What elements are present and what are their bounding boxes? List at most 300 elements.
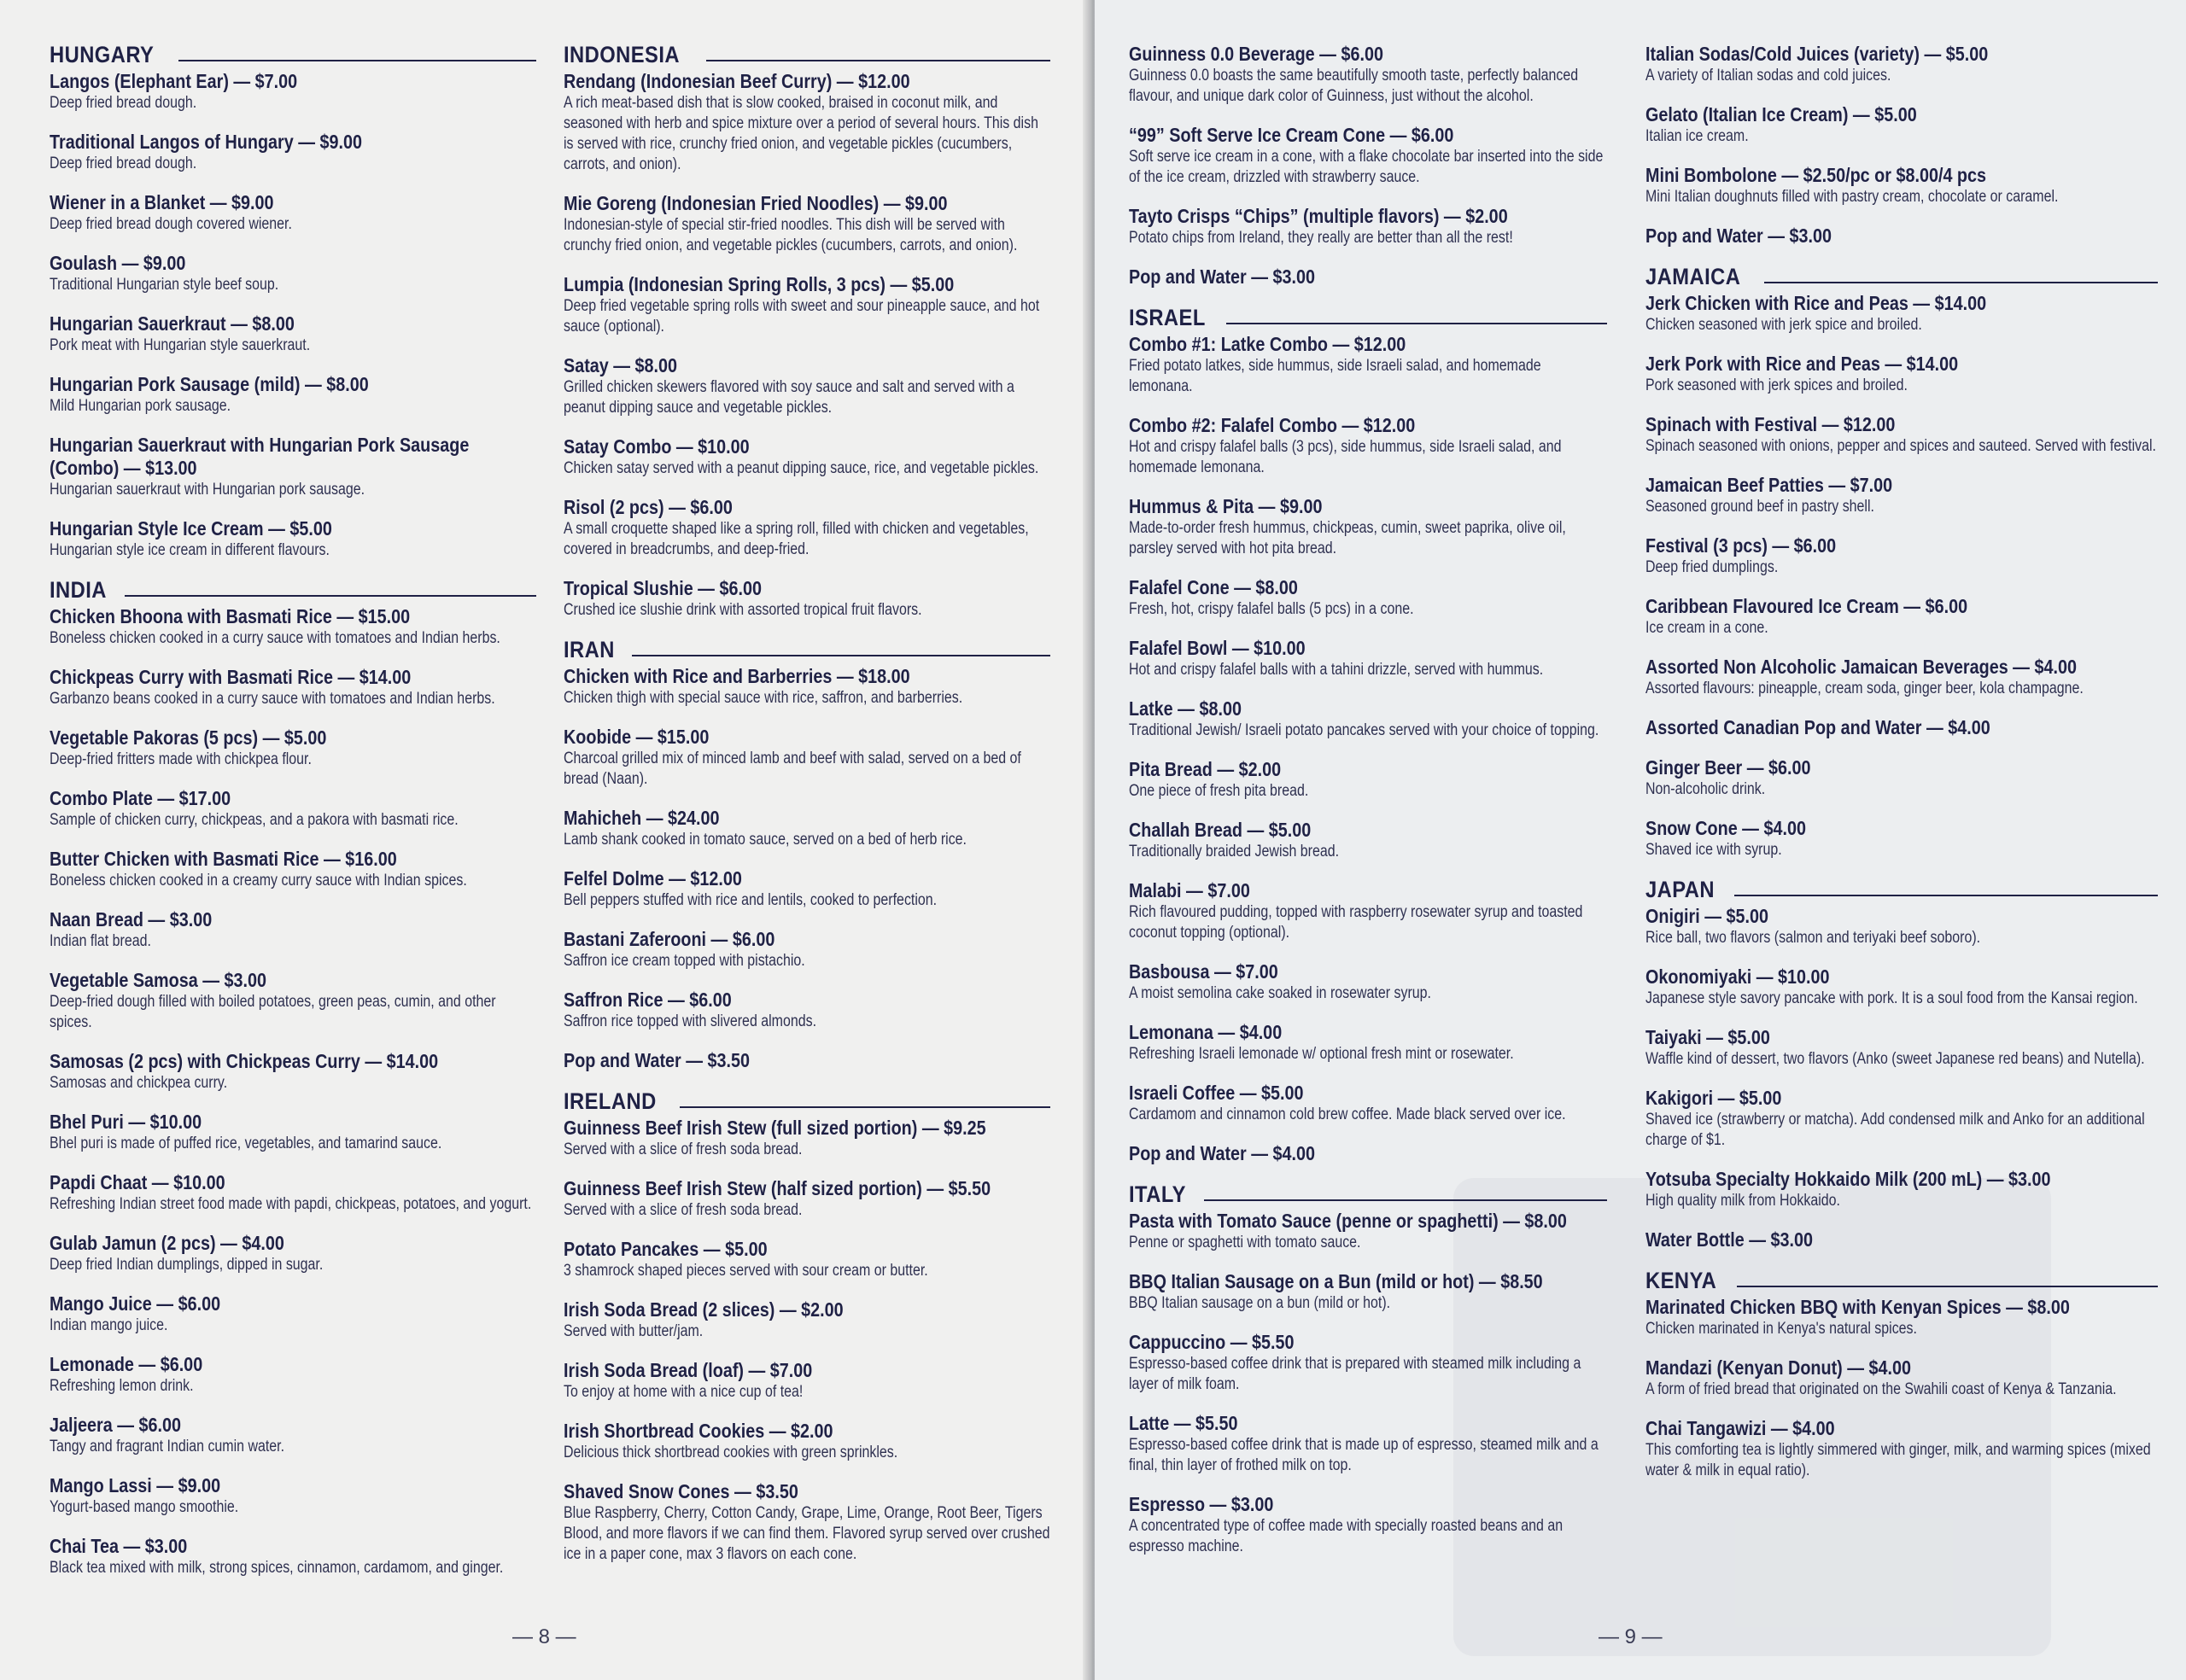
item-name-price: Mango Lassi — $9.00 — [50, 1474, 221, 1496]
country-name: JAPAN — [1645, 877, 1715, 902]
item-name-price: Jamaican Beef Patties — $7.00 — [1645, 474, 1893, 496]
item-description: A variety of Italian sodas and cold juices. — [1645, 67, 1891, 85]
country-name: ISRAEL — [1129, 305, 1206, 330]
item-description: Samosas and chickpea curry. — [50, 1074, 228, 1092]
item-name-price: Saffron Rice — $6.00 — [564, 989, 732, 1011]
item-name-price: Basbousa — $7.00 — [1129, 960, 1278, 983]
menu-item — [564, 70, 1050, 175]
heading-rule — [1226, 323, 1607, 324]
item-description: Penne or spaghetti with tomato sauce. — [1129, 1234, 1361, 1251]
item-name-price: Guinness 0.0 Beverage — $6.00 — [1129, 43, 1383, 65]
item-name-price: Jerk Chicken with Rice and Peas — $14.00 — [1645, 292, 1987, 314]
menu-section — [1129, 43, 1607, 289]
menu-item — [1129, 960, 1607, 1004]
item-name-price: Tayto Crisps “Chips” (multiple flavors) — $2.00 — [1129, 205, 1508, 227]
column-1 — [50, 43, 536, 1595]
menu-item — [1645, 1228, 2158, 1251]
item-description: Deep-fried dough filled with boiled potatoes, green peas, cumin, and other spices. — [50, 993, 496, 1031]
menu-item — [50, 517, 536, 561]
item-description: Deep fried vegetable spring rolls with sweet and sour pineapple sauce, and hot sauce (optional). — [564, 297, 1040, 335]
menu-item — [1129, 43, 1607, 107]
item-description: 3 shamrock shaped pieces served with sour cream or butter. — [564, 1262, 928, 1280]
item-name-price: Tropical Slushie — $6.00 — [564, 577, 762, 599]
item-name-price: Combo Plate — $17.00 — [50, 787, 231, 809]
item-name-price: Irish Soda Bread (loaf) — $7.00 — [564, 1359, 813, 1381]
menu-item — [1129, 1331, 1607, 1395]
item-description: Indian flat bread. — [50, 932, 151, 950]
menu-section — [1645, 878, 2158, 1251]
menu-item — [50, 312, 536, 356]
item-description: Mini Italian doughnuts filled with pastry cream, chocolate or caramel. — [1645, 188, 2059, 206]
item-description: A concentrated type of coffee made with specially roasted beans and an espresso machine. — [1129, 1517, 1564, 1555]
item-name-price: Latte — $5.50 — [1129, 1412, 1238, 1434]
menu-item — [1645, 1296, 2158, 1339]
item-description: Hungarian sauerkraut with Hungarian pork sausage. — [50, 481, 365, 499]
menu-item — [1129, 819, 1607, 862]
page-8 — [0, 0, 1090, 1680]
menu-item — [50, 191, 536, 235]
item-name-price: Hummus & Pita — $9.00 — [1129, 495, 1323, 517]
item-description: Boneless chicken cooked in a creamy curry sauce with Indian spices. — [50, 872, 467, 890]
item-description: Soft serve ice cream in a cone, with a flake chocolate bar inserted into the side of the ice cream, drizzled with strawberry sauce. — [1129, 148, 1604, 186]
menu-item — [1645, 292, 2158, 335]
menu-section — [1645, 1269, 2158, 1481]
item-name-price: Israeli Coffee — $5.00 — [1129, 1082, 1304, 1104]
menu-item — [564, 192, 1050, 256]
item-description: Rich flavoured pudding, topped with raspberry rosewater syrup and toasted coconut topping (optional). — [1129, 903, 1583, 942]
menu-item — [1129, 414, 1607, 478]
menu-item — [1645, 103, 2158, 147]
menu-item — [1129, 637, 1607, 680]
item-description: Mild Hungarian pork sausage. — [50, 397, 231, 415]
menu-item — [564, 1238, 1050, 1281]
menu-item — [50, 131, 536, 174]
item-description: Chicken seasoned with jerk spice and broiled. — [1645, 316, 1922, 334]
menu-item — [1129, 1210, 1607, 1253]
item-description: Served with a slice of fresh soda bread. — [564, 1201, 803, 1219]
menu-item — [564, 928, 1050, 971]
item-name-price: Italian Sodas/Cold Juices (variety) — $5.00 — [1645, 43, 1989, 65]
item-name-price: Wiener in a Blanket — $9.00 — [50, 191, 274, 213]
item-name-price: Pop and Water — $3.50 — [564, 1049, 751, 1071]
menu-item — [1645, 225, 2158, 248]
item-name-price: Gulab Jamun (2 pcs) — $4.00 — [50, 1232, 284, 1254]
item-description: Black tea mixed with milk, strong spices, cinnamon, cardamom, and ginger. — [50, 1559, 504, 1577]
item-description: BBQ Italian sausage on a bun (mild or hot). — [1129, 1294, 1391, 1312]
menu-item — [564, 665, 1050, 709]
item-name-price: Irish Shortbread Cookies — $2.00 — [564, 1420, 833, 1442]
item-description: Deep fried bread dough covered wiener. — [50, 215, 292, 233]
item-description: A moist semolina cake soaked in rosewater syrup. — [1129, 984, 1431, 1002]
item-description: Blue Raspberry, Cherry, Cotton Candy, Grape, Lime, Orange, Root Beer, Tigers Blood, and more flavors if we can find them. Flavored syrup served over crushed ice in a paper cone, max 3 flavors on each cone. — [564, 1504, 1050, 1563]
menu-item — [50, 605, 536, 649]
item-description: Espresso-based coffee drink that is prepared with steamed milk including a layer of milk foam. — [1129, 1355, 1581, 1393]
item-name-price: Rendang (Indonesian Beef Curry) — $12.00 — [564, 70, 910, 92]
menu-item — [564, 1117, 1050, 1160]
item-description: Chicken satay served with a peanut dipping sauce, rice, and vegetable pickles. — [564, 459, 1039, 477]
item-name-price: Jerk Pork with Rice and Peas — $14.00 — [1645, 353, 1959, 375]
item-description: Ice cream in a cone. — [1645, 619, 1768, 637]
menu-item — [1129, 697, 1607, 741]
country-name: INDONESIA — [564, 42, 680, 67]
menu-item — [1645, 595, 2158, 639]
menu-section — [1129, 306, 1607, 1165]
country-heading — [50, 578, 536, 602]
item-description: Boneless chicken cooked in a curry sauce with tomatoes and Indian herbs. — [50, 629, 500, 647]
menu-item — [50, 787, 536, 831]
menu-item — [1645, 353, 2158, 396]
item-description: Saffron rice topped with slivered almonds. — [564, 1012, 817, 1030]
menu-item — [1129, 879, 1607, 943]
item-name-price: Kakigori — $5.00 — [1645, 1087, 1782, 1109]
item-name-price: Mahicheh — $24.00 — [564, 807, 720, 829]
item-name-price: Falafel Bowl — $10.00 — [1129, 637, 1306, 659]
country-name: JAMAICA — [1645, 264, 1741, 289]
menu-item — [1645, 43, 2158, 86]
menu-item — [50, 1232, 536, 1275]
item-name-price: Assorted Non Alcoholic Jamaican Beverages — $4.00 — [1645, 656, 2077, 678]
menu-item — [1645, 1087, 2158, 1151]
item-description: A form of fried bread that originated on the Swahili coast of Kenya & Tanzania. — [1645, 1380, 2117, 1398]
item-description: Deep fried Indian dumplings, dipped in sugar. — [50, 1256, 324, 1274]
item-description: Garbanzo beans cooked in a curry sauce with tomatoes and Indian herbs. — [50, 690, 495, 708]
country-name: INDIA — [50, 577, 107, 603]
item-name-price: Potato Pancakes — $5.00 — [564, 1238, 768, 1260]
menu-item — [564, 807, 1050, 850]
item-name-price: Risol (2 pcs) — $6.00 — [564, 496, 733, 518]
page-9 — [1095, 0, 2186, 1680]
item-description: Served with butter/jam. — [564, 1322, 704, 1340]
menu-item — [564, 867, 1050, 911]
item-description: Bhel puri is made of puffed rice, vegetables, and tamarind sauce. — [50, 1135, 442, 1152]
menu-item — [1129, 265, 1607, 289]
menu-item — [50, 666, 536, 709]
country-heading — [1645, 1269, 2158, 1292]
item-name-price: Festival (3 pcs) — $6.00 — [1645, 534, 1837, 557]
menu-item — [564, 435, 1050, 479]
menu-section — [50, 578, 536, 1578]
item-name-price: Satay — $8.00 — [564, 354, 678, 376]
item-name-price: Felfel Dolme — $12.00 — [564, 867, 742, 890]
item-name-price: Naan Bread — $3.00 — [50, 908, 213, 930]
item-name-price: Pita Bread — $2.00 — [1129, 758, 1282, 780]
country-heading — [1645, 878, 2158, 901]
country-name: KENYA — [1645, 1268, 1717, 1293]
item-name-price: Chai Tea — $3.00 — [50, 1535, 188, 1557]
country-heading — [1129, 1182, 1607, 1206]
menu-item — [1129, 576, 1607, 620]
item-description: Made-to-order fresh hummus, chickpeas, cumin, sweet paprika, olive oil, parsley served with hot pita bread. — [1129, 519, 1566, 557]
menu-item — [50, 373, 536, 417]
item-description: Refreshing Indian street food made with papdi, chickpeas, potatoes, and yogurt. — [50, 1195, 532, 1213]
item-description: High quality milk from Hokkaido. — [1645, 1192, 1840, 1210]
item-name-price: Taiyaki — $5.00 — [1645, 1026, 1770, 1048]
heading-rule — [125, 595, 536, 597]
item-name-price: Lemonade — $6.00 — [50, 1353, 203, 1375]
item-name-price: Falafel Cone — $8.00 — [1129, 576, 1298, 598]
item-description: Pork meat with Hungarian style sauerkraut. — [50, 336, 311, 354]
item-description: Potato chips from Ireland, they really are better than all the rest! — [1129, 229, 1513, 247]
item-name-price: Pop and Water — $3.00 — [1129, 265, 1316, 288]
menu-section — [1645, 265, 2158, 860]
item-description: One piece of fresh pita bread. — [1129, 782, 1309, 800]
item-description: Waffle kind of dessert, two flavors (Anko (sweet Japanese red beans) and Nutella). — [1645, 1050, 2145, 1068]
menu-item — [1645, 474, 2158, 517]
menu-item — [1645, 817, 2158, 860]
item-description: Served with a slice of fresh soda bread. — [564, 1140, 803, 1158]
menu-item — [564, 1049, 1050, 1072]
item-description: Fresh, hot, crispy falafel balls (5 pcs) in a cone. — [1129, 600, 1414, 618]
menu-item — [1129, 495, 1607, 559]
item-name-price: Bastani Zaferooni — $6.00 — [564, 928, 775, 950]
country-name: HUNGARY — [50, 42, 155, 67]
menu-item — [564, 1177, 1050, 1221]
menu-item — [1129, 1021, 1607, 1065]
menu-item — [1645, 965, 2158, 1009]
item-description: Traditional Hungarian style beef soup. — [50, 276, 279, 294]
menu-item — [564, 577, 1050, 621]
item-description: Bell peppers stuffed with rice and lentils, cooked to perfection. — [564, 891, 938, 909]
heading-rule — [1204, 1199, 1607, 1201]
heading-rule — [706, 60, 1050, 61]
country-heading — [1129, 306, 1607, 330]
item-name-price: Mie Goreng (Indonesian Fried Noodles) — $9.00 — [564, 192, 948, 214]
menu-item — [1645, 164, 2158, 207]
item-description: Saffron ice cream topped with pistachio. — [564, 952, 805, 970]
menu-item — [50, 1292, 536, 1336]
menu-item — [1645, 756, 2158, 800]
heading-rule — [680, 1106, 1051, 1108]
item-name-price: Hungarian Sauerkraut with Hungarian Pork Sausage (Combo) — $13.00 — [50, 434, 470, 479]
item-description: Hot and crispy falafel balls with a tahini drizzle, served with hummus. — [1129, 661, 1544, 679]
item-description: Chicken marinated in Kenya's natural spices. — [1645, 1320, 1917, 1338]
menu-item — [564, 496, 1050, 560]
page-number-8: — 8 — — [512, 1625, 576, 1648]
item-name-price: Butter Chicken with Basmati Rice — $16.00 — [50, 848, 397, 870]
item-description: Assorted flavours: pineapple, cream soda, ginger beer, kola champagne. — [1645, 680, 2084, 697]
item-name-price: Hungarian Pork Sausage (mild) — $8.00 — [50, 373, 369, 395]
menu-item — [50, 1353, 536, 1397]
item-name-price: Caribbean Flavoured Ice Cream — $6.00 — [1645, 595, 1968, 617]
menu-section — [1645, 43, 2158, 248]
country-heading — [564, 1089, 1050, 1113]
item-description: Spinach seasoned with onions, pepper and spices and sauteed. Served with festival. — [1645, 437, 2157, 455]
item-description: Refreshing Israeli lemonade w/ optional fresh mint or rosewater. — [1129, 1045, 1514, 1063]
menu-item — [564, 354, 1050, 418]
item-description: Japanese style savory pancake with pork. It is a soul food from the Kansai region. — [1645, 989, 2138, 1007]
item-name-price: Okonomiyaki — $10.00 — [1645, 965, 1830, 988]
item-name-price: Assorted Canadian Pop and Water — $4.00 — [1645, 716, 1990, 738]
item-description: Deep fried dumplings. — [1645, 558, 1779, 576]
item-name-price: Latke — $8.00 — [1129, 697, 1242, 720]
item-name-price: Hungarian Sauerkraut — $8.00 — [50, 312, 295, 335]
item-name-price: Malabi — $7.00 — [1129, 879, 1250, 901]
item-description: Espresso-based coffee drink that is made up of espresso, steamed milk and a final, thin layer of frothed milk on top. — [1129, 1436, 1599, 1474]
item-description: This comforting tea is lightly simmered with ginger, milk, and warming spices (mixed water & milk in equal ratio). — [1645, 1441, 2151, 1479]
menu-section — [564, 638, 1050, 1072]
menu-item — [564, 1359, 1050, 1403]
item-name-price: Marinated Chicken BBQ with Kenyan Spices — $8.00 — [1645, 1296, 2070, 1318]
item-name-price: Pop and Water — $4.00 — [1129, 1142, 1316, 1164]
menu-item — [50, 1414, 536, 1457]
menu-item — [1129, 1142, 1607, 1165]
item-name-price: Vegetable Pakoras (5 pcs) — $5.00 — [50, 726, 327, 749]
menu-item — [564, 989, 1050, 1032]
item-description: Indian mango juice. — [50, 1316, 168, 1334]
item-description: Chicken thigh with special sauce with rice, saffron, and barberries. — [564, 689, 963, 707]
item-description: Lamb shank cooked in tomato sauce, served on a bed of herb rice. — [564, 831, 967, 849]
item-name-price: Samosas (2 pcs) with Chickpeas Curry — $14.00 — [50, 1050, 439, 1072]
item-description: Delicious thick shortbread cookies with green sprinkles. — [564, 1444, 898, 1461]
item-description: To enjoy at home with a nice cup of tea! — [564, 1383, 804, 1401]
item-description: Fried potato latkes, side hummus, side Israeli salad, and homemade lemonana. — [1129, 357, 1541, 395]
menu-item — [50, 1171, 536, 1215]
menu-item — [50, 434, 536, 500]
item-name-price: Mango Juice — $6.00 — [50, 1292, 221, 1315]
item-name-price: Jaljeera — $6.00 — [50, 1414, 181, 1436]
country-heading — [564, 43, 1050, 67]
menu-item — [1129, 1270, 1607, 1314]
menu-section — [564, 1089, 1050, 1565]
item-name-price: Water Bottle — $3.00 — [1645, 1228, 1814, 1251]
menu-item — [1129, 1082, 1607, 1125]
item-description: Charcoal grilled mix of minced lamb and beef with salad, served on a bed of bread (Naan). — [564, 750, 1021, 788]
item-description: Deep-fried fritters made with chickpea flour. — [50, 750, 312, 768]
item-description: Refreshing lemon drink. — [50, 1377, 194, 1395]
item-name-price: Chai Tangawizi — $4.00 — [1645, 1417, 1835, 1439]
menu-item — [1645, 413, 2158, 457]
menu-item — [50, 1050, 536, 1094]
heading-rule — [178, 60, 536, 61]
item-description: Non-alcoholic drink. — [1645, 780, 1766, 798]
menu-item — [564, 726, 1050, 790]
menu-item — [50, 848, 536, 891]
menu-item — [1645, 716, 2158, 739]
menu-item — [1129, 333, 1607, 397]
item-description: Guinness 0.0 boasts the same beautifully smooth taste, perfectly balanced flavour, and unique dark color of Guinness, just without the alcohol. — [1129, 67, 1579, 105]
menu-item — [50, 1111, 536, 1154]
item-description: Shaved ice (strawberry or matcha). Add condensed milk and Anko for an additional charge of $1. — [1645, 1111, 2145, 1149]
menu-item — [1645, 1168, 2158, 1211]
item-description: Traditionally braided Jewish bread. — [1129, 843, 1340, 860]
item-name-price: Chickpeas Curry with Basmati Rice — $14.00 — [50, 666, 412, 688]
menu-item — [50, 1474, 536, 1518]
item-name-price: “99” Soft Serve Ice Cream Cone — $6.00 — [1129, 124, 1454, 146]
item-name-price: Lumpia (Indonesian Spring Rolls, 3 pcs) — $5.00 — [564, 273, 955, 295]
menu-item — [564, 273, 1050, 337]
menu-item — [1645, 1417, 2158, 1481]
item-description: Grilled chicken skewers flavored with soy sauce and salt and served with a peanut dipping sauce and vegetable pickles. — [564, 378, 1014, 417]
item-name-price: Papdi Chaat — $10.00 — [50, 1171, 225, 1193]
item-name-price: Guinness Beef Irish Stew (half sized portion) — $5.50 — [564, 1177, 991, 1199]
menu-item — [564, 1298, 1050, 1342]
item-description: Crushed ice slushie drink with assorted tropical fruit flavors. — [564, 601, 922, 619]
item-name-price: Koobide — $15.00 — [564, 726, 710, 748]
heading-rule — [632, 655, 1050, 656]
item-name-price: Irish Soda Bread (2 slices) — $2.00 — [564, 1298, 844, 1321]
heading-rule — [1764, 282, 2158, 283]
item-name-price: Combo #1: Latke Combo — $12.00 — [1129, 333, 1406, 355]
menu-item — [50, 1535, 536, 1578]
item-description: Rice ball, two flavors (salmon and teriyaki beef soboro). — [1645, 929, 1981, 947]
menu-item — [50, 252, 536, 295]
menu-item — [50, 969, 536, 1033]
item-name-price: Shaved Snow Cones — $3.50 — [564, 1480, 798, 1502]
menu-item — [50, 70, 536, 114]
menu-item — [564, 1480, 1050, 1565]
country-name: IRAN — [564, 637, 615, 662]
item-name-price: Goulash — $9.00 — [50, 252, 186, 274]
menu-item — [564, 1420, 1050, 1463]
menu-item — [1129, 758, 1607, 802]
item-description: A small croquette shaped like a spring roll, filled with chicken and vegetables, covered in breadcrumbs, and deep-fried. — [564, 520, 1029, 558]
column-2 — [564, 43, 1050, 1582]
item-description: A rich meat-based dish that is slow cooked, braised in coconut milk, and seasoned with herb and spice mixture over a period of several hours. This dish is served with rice, crunchy fried onion, and vegetable pickles (cucumbers, carrots, and onion). — [564, 94, 1038, 173]
item-name-price: Bhel Puri — $10.00 — [50, 1111, 202, 1133]
menu-item — [1645, 1026, 2158, 1070]
item-description: Deep fried bread dough. — [50, 155, 197, 172]
item-name-price: Espresso — $3.00 — [1129, 1493, 1274, 1515]
menu-item — [1129, 205, 1607, 248]
item-name-price: Chicken with Rice and Barberries — $18.00 — [564, 665, 910, 687]
item-description: Italian ice cream. — [1645, 127, 1749, 145]
menu-item — [1129, 1412, 1607, 1476]
item-name-price: Combo #2: Falafel Combo — $12.00 — [1129, 414, 1416, 436]
item-description: Sample of chicken curry, chickpeas, and a pakora with basmati rice. — [50, 811, 459, 829]
item-description: Indonesian-style of special stir-fried noodles. This dish will be served with crunchy fried onion, and vegetable pickles (cucumbers, carrots, and onion). — [564, 216, 1018, 254]
item-description: Cardamom and cinnamon cold brew coffee. Made black served over ice. — [1129, 1105, 1566, 1123]
item-name-price: Traditional Langos of Hungary — $9.00 — [50, 131, 363, 153]
item-name-price: Langos (Elephant Ear) — $7.00 — [50, 70, 298, 92]
item-name-price: Challah Bread — $5.00 — [1129, 819, 1312, 841]
item-description: Seasoned ground beef in pastry shell. — [1645, 498, 1874, 516]
item-name-price: Pasta with Tomato Sauce (penne or spaghetti) — $8.00 — [1129, 1210, 1567, 1232]
item-description: Hot and crispy falafel balls (3 pcs), side hummus, side Israeli salad, and homemade lemonana. — [1129, 438, 1562, 476]
item-description: Hungarian style ice cream in different flavours. — [50, 541, 330, 559]
page-number-9: — 9 — — [1599, 1625, 1663, 1648]
heading-rule — [1737, 1286, 2158, 1287]
column-4 — [1645, 43, 2158, 1498]
item-description: Tangy and fragrant Indian cumin water. — [50, 1438, 285, 1455]
country-heading — [50, 43, 536, 67]
item-name-price: Onigiri — $5.00 — [1645, 905, 1769, 927]
item-name-price: Ginger Beer — $6.00 — [1645, 756, 1811, 779]
country-name: ITALY — [1129, 1181, 1186, 1207]
item-description: Yogurt-based mango smoothie. — [50, 1498, 239, 1516]
menu-section — [1129, 1182, 1607, 1557]
item-name-price: Cappuccino — $5.50 — [1129, 1331, 1295, 1353]
item-name-price: Hungarian Style Ice Cream — $5.00 — [50, 517, 332, 540]
item-name-price: Satay Combo — $10.00 — [564, 435, 750, 458]
menu-section — [50, 43, 536, 561]
menu-section — [564, 43, 1050, 621]
item-name-price: BBQ Italian Sausage on a Bun (mild or hot) — $8.50 — [1129, 1270, 1543, 1292]
item-name-price: Spinach with Festival — $12.00 — [1645, 413, 1896, 435]
item-name-price: Snow Cone — $4.00 — [1645, 817, 1806, 839]
item-name-price: Lemonana — $4.00 — [1129, 1021, 1283, 1043]
item-description: Deep fried bread dough. — [50, 94, 197, 112]
menu-item — [1645, 534, 2158, 578]
heading-rule — [1734, 895, 2158, 896]
menu-item — [1645, 905, 2158, 948]
menu-item — [50, 726, 536, 770]
item-name-price: Yotsuba Specialty Hokkaido Milk (200 mL) — $3.00 — [1645, 1168, 2051, 1190]
column-3 — [1129, 43, 1607, 1574]
menu-item — [1645, 1356, 2158, 1400]
menu-item — [1129, 1493, 1607, 1557]
menu-item — [1645, 656, 2158, 699]
item-name-price: Chicken Bhoona with Basmati Rice — $15.00 — [50, 605, 411, 627]
